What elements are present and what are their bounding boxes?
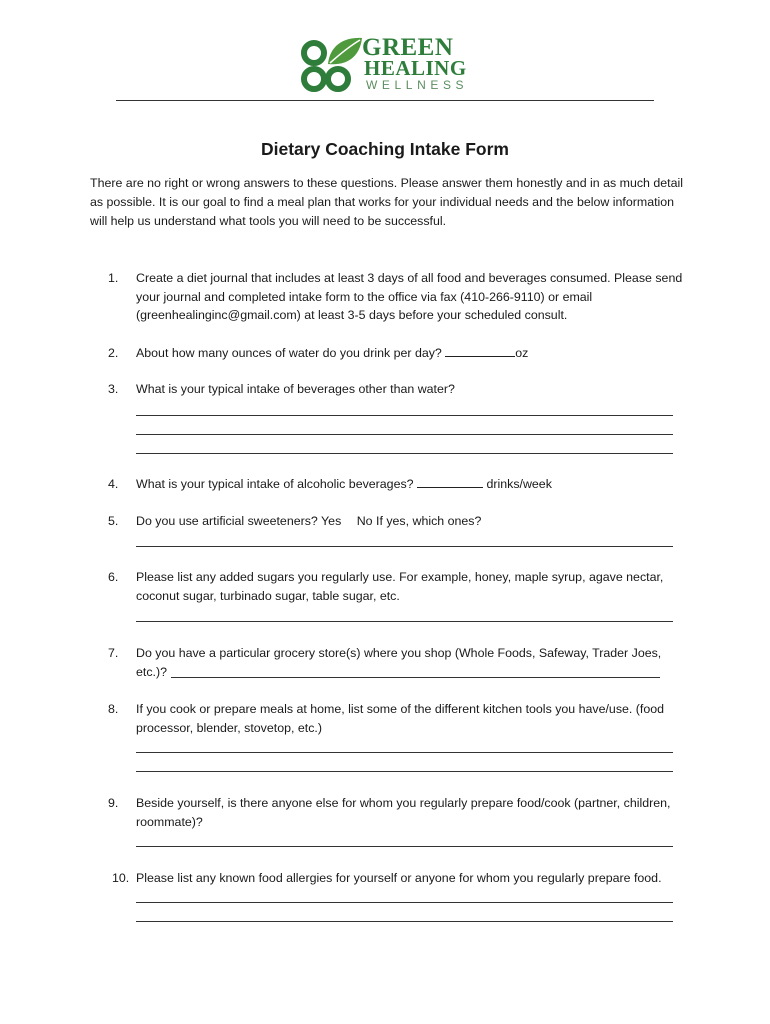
question-number: 3. bbox=[108, 382, 119, 396]
question-number: 10. bbox=[112, 871, 130, 885]
question-text: Beside yourself, is there anyone else for whom you regularly prepare food/cook (partner, children, roommate)? bbox=[136, 796, 671, 829]
question-text: Create a diet journal that includes at least 3 days of all food and beverages consumed. Please send your journal and completed intake form to the office via fax (410-266-9110) or email (greenhealinginc@gmail.com) at least 3-5 days before your scheduled consult. bbox=[136, 271, 683, 323]
yes-option[interactable]: Yes bbox=[321, 514, 342, 528]
question-text: What is your typical intake of beverages other than water? bbox=[136, 382, 455, 396]
answer-line[interactable] bbox=[136, 415, 673, 416]
leaf-rings-icon bbox=[300, 34, 366, 98]
answer-line[interactable] bbox=[136, 771, 673, 772]
answer-line[interactable] bbox=[136, 846, 673, 847]
question-number: 7. bbox=[108, 646, 119, 660]
question-number: 9. bbox=[108, 796, 119, 810]
answer-line[interactable] bbox=[136, 902, 673, 903]
form-intro: There are no right or wrong answers to these questions. Please answer them honestly and in as much detail as possible. It is our goal to find a meal plan that works for your individual needs and the below information will help us understand what tools you will need to be successful. bbox=[90, 176, 684, 228]
question-text: About how many ounces of water do you drink per day? bbox=[136, 346, 442, 360]
question-number: 5. bbox=[108, 514, 119, 528]
answer-line[interactable] bbox=[136, 621, 673, 622]
logo-line-2: HEALING bbox=[364, 56, 467, 80]
water-ounces-blank[interactable] bbox=[445, 344, 515, 357]
form-title: Dietary Coaching Intake Form bbox=[261, 139, 509, 159]
header-divider bbox=[116, 100, 654, 101]
question-number: 6. bbox=[108, 570, 119, 584]
no-option[interactable]: No bbox=[356, 514, 373, 528]
question-text: Do you have a particular grocery store(s) where you shop (Whole Foods, Safeway, Trader Joes, etc.)? bbox=[136, 646, 662, 679]
logo bbox=[300, 34, 470, 98]
question-number: 1. bbox=[108, 271, 119, 285]
unit-label: drinks/week bbox=[486, 477, 552, 491]
answer-line[interactable] bbox=[171, 677, 660, 678]
logo-line-1: GREEN bbox=[362, 34, 454, 61]
follow-up-text: If yes, which ones? bbox=[376, 514, 482, 528]
answer-line[interactable] bbox=[136, 546, 673, 547]
answer-line[interactable] bbox=[136, 453, 673, 454]
question-number: 8. bbox=[108, 702, 119, 716]
answer-line[interactable] bbox=[136, 434, 673, 435]
question-number: 2. bbox=[108, 346, 119, 360]
question-text: Please list any added sugars you regularly use. For example, honey, maple syrup, agave nectar, coconut sugar, turbinado sugar, table sugar, etc. bbox=[136, 570, 664, 603]
question-text: Please list any known food allergies for yourself or anyone for whom you regularly prepare food. bbox=[136, 871, 662, 885]
question-text: What is your typical intake of alcoholic beverages? bbox=[136, 477, 414, 491]
alcohol-drinks-blank[interactable] bbox=[417, 475, 483, 488]
answer-line[interactable] bbox=[136, 752, 673, 753]
question-text: Do you use artificial sweeteners? bbox=[136, 514, 318, 528]
logo-line-3: WELLNESS bbox=[366, 78, 469, 92]
unit-label: oz bbox=[515, 346, 529, 360]
answer-line[interactable] bbox=[136, 921, 673, 922]
question-text: If you cook or prepare meals at home, list some of the different kitchen tools you have/use. (food processor, blender, stovetop, etc.) bbox=[136, 702, 665, 735]
question-number: 4. bbox=[108, 477, 119, 491]
